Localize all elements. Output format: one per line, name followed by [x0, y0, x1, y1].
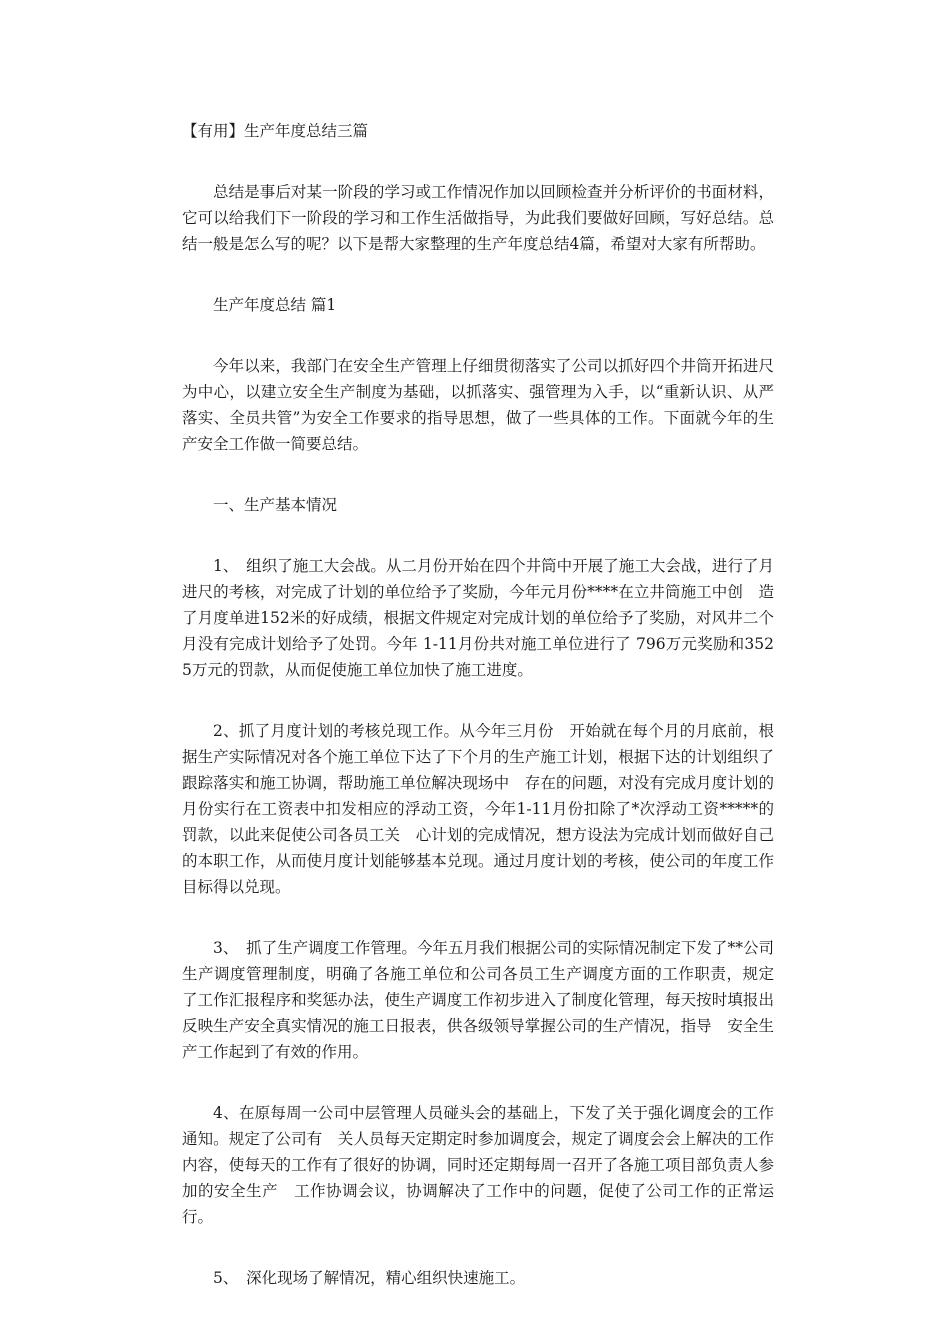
list-item: 3、 抓了生产调度工作管理。今年五月我们根据公司的实际情况制定下发了**公司生产调度管理制度，明确了各施工单位和公司各员工生产调度方面的工作职责，规定 了工作汇报程序和奖惩办法，使生产调度工作初步进入了制度化管理，每天按时填报出反映生产安全真实情况的施工日报表，供各级领导掌握公司的生产情况，指导 安全生产工作起到了有效的作用。	[182, 939, 790, 1061]
document-body	[182, 118, 790, 1326]
list-item: 4、在原每周一公司中层管理人员碰头会的基础上，下发了关于强化调度会的工作通知。规定了公司有 关人员每天定期定时参加调度会，规定了调度会会上解决的工作内容，使每天的工作有了很好的协调，同时还定期每周一召开了各施工项目部负责人参加的安全生产 工作协调会议，协调解决了工作中的问题，促使了公司工作的正常运行。	[182, 1104, 774, 1226]
document-title: 【有用】生产年度总结三篇	[182, 122, 369, 140]
section-title: 生产年度总结 篇1	[213, 296, 337, 314]
list-item: 1、 组织了施工大会战。从二月份开始在四个井筒中开展了施工大会战，进行了月进尺的考核，对完成了计划的单位给予了奖励，今年元月份****在立井筒施工中创 造了月度单进152米的好成绩，根据文件规定对完成计划的单位给予了奖励，对风井二个月没有完成计划给予了处罚。今年 1-11月份共对施工单位进行了 796万元奖励和3525万元的罚款，从而促使施工单位加快了施工进度。	[182, 557, 774, 679]
subheading: 一、生产基本情况	[213, 496, 338, 514]
list-item: 5、 深化现场了解情况，精心组织快速施工。	[213, 1269, 526, 1287]
section-intro-paragraph: 今年以来，我部门在安全生产管理上仔细贯彻落实了公司以抓好四个井筒开拓进尺为中心，以建立安全生产制度为基础，以抓落实、强管理为入手，以“重新认识、从严落实、全员共管”为安全工作要求的指导思想，做了一些具体的工作。下面就今年的生产安全工作做一简要总结。	[182, 357, 774, 453]
intro-paragraph: 总结是事后对某一阶段的学习或工作情况作加以回顾检查并分析评价的书面材料，它可以给我们下一阶段的学习和工作生活做指导，为此我们要做好回顾，写好总结。总结一般是怎么写的呢？以下是帮大家整理的生产年度总结4篇，希望对大家有所帮助。	[182, 183, 774, 253]
list-item: 2、抓了月度计划的考核兑现工作。从今年三月份 开始就在每个月的月底前，根据生产实际情况对各个施工单位下达了下个月的生产施工计划，根据下达的计划组织了跟踪落实和施工协调，帮助施工单位解决现场中 存在的问题，对没有完成月度计划的月份实行在工资表中扣发相应的浮动工资，今年1-11月份扣除了*次浮动工资*****的罚款，以此来促使公司各员工关 心计划的完成情况，想方设法为完成计划而做好自己的本职工作，从而使月度计划能够基本兑现。通过月度计划的考核，使公司的年度工作目标得以兑现。	[182, 722, 774, 896]
